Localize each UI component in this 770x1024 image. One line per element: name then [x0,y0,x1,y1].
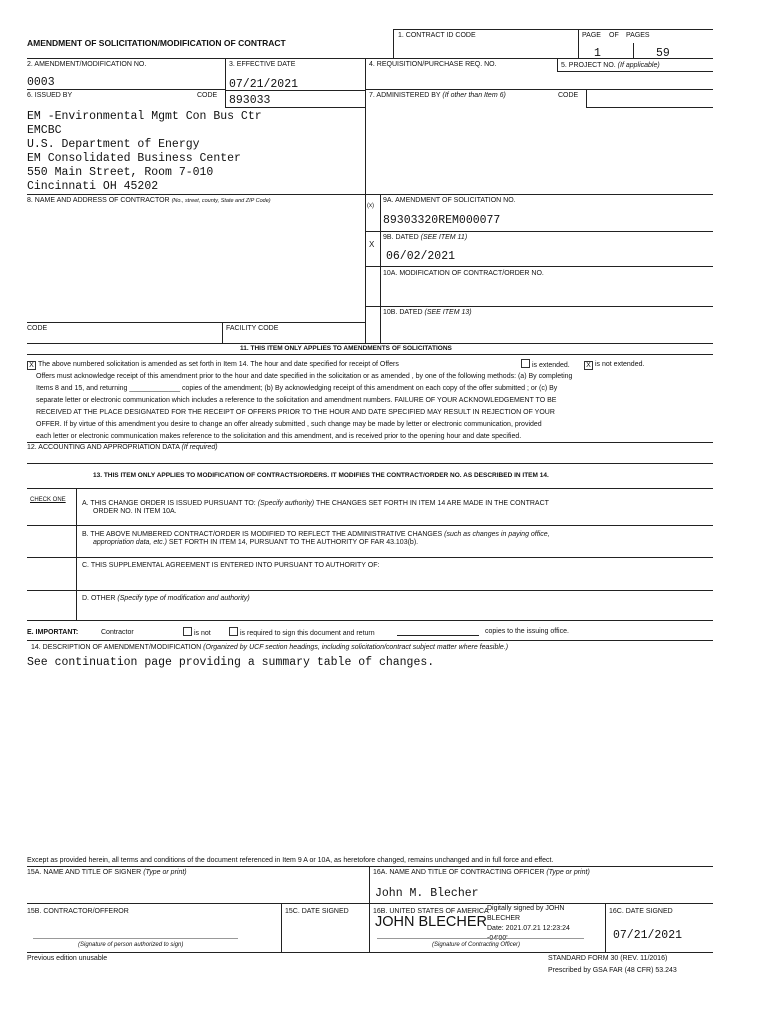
option-b-line-1: B. THE ABOVE NUMBERED CONTRACT/ORDER IS MODIFIED TO REFLECT THE ADMINISTRATIVE CHANGES (such as changes in paying office, [82,531,550,538]
item-11-line-5: RECEIVED AT THE PLACE DESIGNATED FOR THE RECEIPT OF OFFERS PRIOR TO THE HOUR AND DATE SPECIFIED MAY RESULT IN REJECTION OF YOUR [36,409,555,416]
option-c-line: C. THIS SUPPLEMENTAL AGREEMENT IS ENTERED INTO PURSUANT TO AUTHORITY OF: [82,562,380,569]
person-signature-caption: (Signature of person authorized to sign) [78,942,184,948]
signer-name-label: 15A. NAME AND TITLE OF SIGNER (Type or print) [27,869,187,876]
modification-dated-label: 10B. DATED (SEE ITEM 13) [383,309,472,316]
not-extended-option: X is not extended. [584,359,644,371]
amendment-no-label: 2. AMENDMENT/MODIFICATION NO. [27,61,147,68]
officer-signature-caption: (Signature of Contracting Officer) [432,942,521,948]
page-number: 1 [594,47,601,60]
facility-code-label: FACILITY CODE [226,325,279,332]
prescribed-by: Prescribed by GSA FAR (48 CFR) 53.243 [548,967,677,974]
contractor-address-label: 8. NAME AND ADDRESS OF CONTRACTOR (No., street, county, State and ZIP Code) [27,197,271,204]
is-extended-checkbox[interactable] [521,359,530,368]
issued-by-line-1: EM -Environmental Mgmt Con Bus Ctr [27,110,262,123]
digital-signature-details: Digitally signed by JOHN BLECHER Date: 2021.07.21 12:23:24 -04'00' [487,905,570,942]
solicitation-no-value: 89303320REM000077 [383,214,501,227]
contractor-label: Contractor [101,629,134,636]
x-column-label: (x) [367,203,374,209]
accounting-data-label: 12. ACCOUNTING AND APPROPRIATION DATA (If required) [27,444,218,451]
requisition-no-label: 4. REQUISITION/PURCHASE REQ. NO. [369,61,497,68]
item-11-line-6: OFFER. If by virtue of this amendment you desire to change an offer already submitted , such change may be made by letter or electronic communication, provided [36,421,542,428]
important-label: E. IMPORTANT: [27,629,79,636]
copies-issuing-label: copies to the issuing office. [485,628,569,635]
previous-edition: Previous edition unusable [27,955,108,962]
contractor-code-label: CODE [27,325,48,332]
issued-by-line-5: 550 Main Street, Room 7-010 [27,166,214,179]
page-count: 59 [656,47,670,60]
administered-by-code-label: CODE [558,92,579,99]
amendment-no-value: 0003 [27,76,55,89]
item-11-line-1: X The above numbered solicitation is amended as set forth in Item 14. The hour and date specified for receipt of Offers [27,359,399,371]
is-required-option: is required to sign this document and return [229,627,375,638]
solicitation-no-label: 9A. AMENDMENT OF SOLICITATION NO. [383,197,516,204]
contractor-offeror-label: 15B. CONTRACTOR/OFFEROR [27,908,129,915]
project-no-label: 5. PROJECT NO. (If applicable) [561,62,660,69]
issued-by-code-value: 893033 [229,94,271,107]
item-11-line-4: separate letter or electronic communication which includes a reference to the solicitation and amendment numbers. FAILURE OF YOUR ACKNOWLEDGEMENT TO BE [36,397,557,404]
contractor-date-label: 15C. DATE SIGNED [285,908,349,915]
page-label: PAGE [582,32,601,39]
modification-no-label: 10A. MODIFICATION OF CONTRACT/ORDER NO. [383,270,544,277]
contract-id-code-label: 1. CONTRACT ID CODE [398,32,476,39]
is-not-option: is not [183,627,211,638]
except-text: Except as provided herein, all terms and conditions of the document referenced in Item 9 A or 10A, as heretofore changed, remains unchanged and in full force and effect. [27,857,554,864]
solicitation-dated-value: 06/02/2021 [386,250,456,263]
is-extended-option: is extended. [521,359,570,372]
issued-by-line-4: EM Consolidated Business Center [27,152,241,165]
item-11-line-3: Items 8 and 15, and returning _____________ copies of the amendment; (b) By acknowledging receipt of this amendment on each copy of the offer submitted ; or (c) By [36,385,558,392]
issued-by-line-2: EMCBC [27,124,62,137]
effective-date-value: 07/21/2021 [229,78,299,91]
is-required-checkbox[interactable] [229,627,238,636]
option-a-line-2: ORDER NO. IN ITEM 10A. [93,508,177,515]
not-extended-checkbox[interactable]: X [584,361,593,370]
officer-date-value: 07/21/2021 [613,929,683,942]
is-not-checkbox[interactable] [183,627,192,636]
item-11-line-2: Offers must acknowledge receipt of this amendment prior to the hour and date specified in the solicitation or as amended , by one of the following methods: (a) By completing [36,373,573,380]
officer-name-label: 16A. NAME AND TITLE OF CONTRACTING OFFICER (Type or print) [373,869,590,876]
option-a-line-1: A. THIS CHANGE ORDER IS ISSUED PURSUANT TO: (Specify authority) THE CHANGES SET FORTH IN ITEM 14 ARE MADE IN THE CONTRACT [82,500,549,507]
standard-form: STANDARD FORM 30 (REV. 11/2016) [548,955,668,962]
description-value: See continuation page providing a summary table of changes. [27,656,435,669]
pages-label: PAGES [626,32,650,39]
option-b-line-2: appropriation data, etc.) SET FORTH IN ITEM 14, PURSUANT TO THE AUTHORITY OF FAR 43.103(b). [93,539,419,546]
check-one-label: CHECK ONE [30,497,66,503]
solicitation-x-mark: X [369,240,375,249]
administered-by-label: 7. ADMINISTERED BY (If other than Item 6) [369,92,506,99]
usa-label: 16B. UNITED STATES OF AMERICA [373,908,489,915]
digital-signature-name: JOHN BLECHER [375,914,487,930]
description-label: 14. DESCRIPTION OF AMENDMENT/MODIFICATION (Organized by UCF section headings, including solicitation/contract subject matter where feasible.) [31,644,509,651]
issued-by-line-6: Cincinnati OH 45202 [27,180,159,193]
issued-by-code-label: CODE [197,92,218,99]
amended-checkbox[interactable]: X [27,361,36,370]
form-title: AMENDMENT OF SOLICITATION/MODIFICATION OF CONTRACT [27,38,286,48]
issued-by-line-3: U.S. Department of Energy [27,138,200,151]
solicitation-dated-label: 9B. DATED (SEE ITEM 11) [383,234,468,241]
of-label: OF [609,32,619,39]
effective-date-label: 3. EFFECTIVE DATE [229,61,296,68]
item-11-line-7: each letter or electronic communication makes reference to the solicitation and this amendment, and is received prior to the opening hour and date specified. [36,433,522,440]
issued-by-label: 6. ISSUED BY [27,92,73,99]
officer-date-label: 16C. DATE SIGNED [609,908,673,915]
item-13-header: 13. THIS ITEM ONLY APPLIES TO MODIFICATION OF CONTRACTS/ORDERS. IT MODIFIES THE CONTRACT/ORDER NO. AS DESCRIBED IN ITEM 14. [93,472,549,479]
option-d-line: D. OTHER (Specify type of modification and authority) [82,595,250,602]
officer-name-value: John M. Blecher [375,887,479,900]
item-11-header: 11. THIS ITEM ONLY APPLIES TO AMENDMENTS OF SOLICITATIONS [240,345,452,352]
